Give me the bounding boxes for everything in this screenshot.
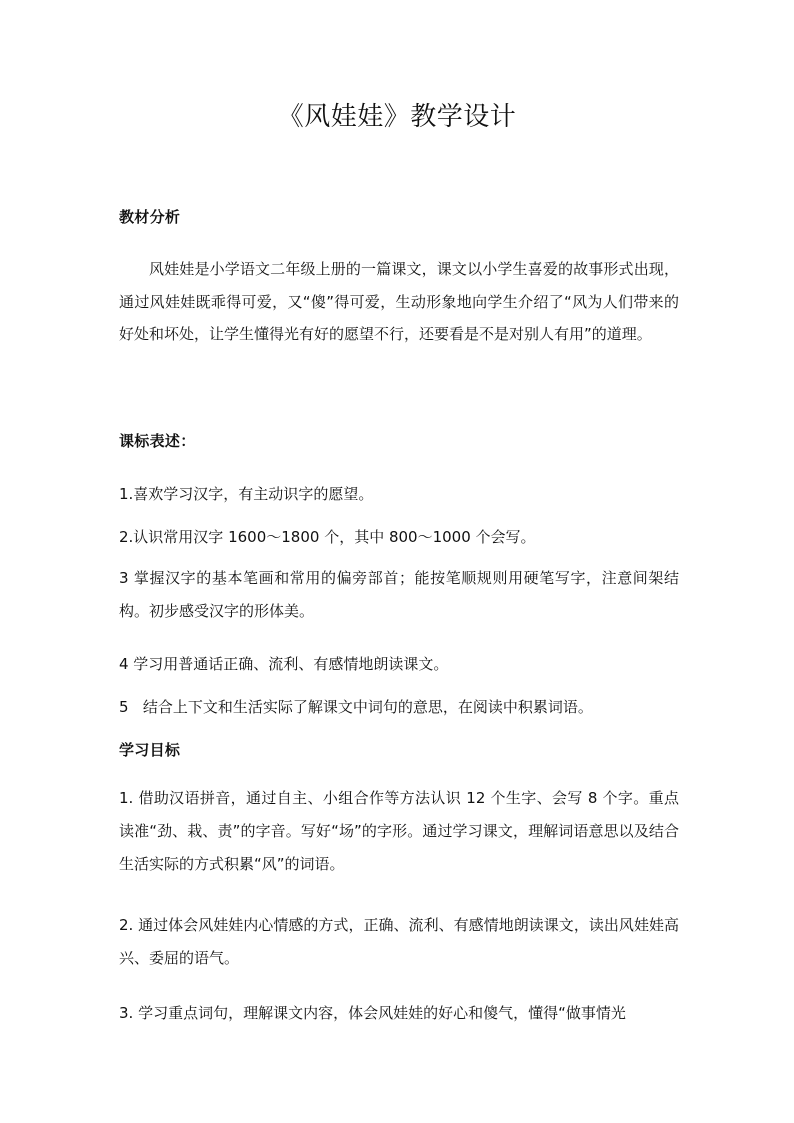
section-heading-learning-objectives: 学习目标 [119, 741, 181, 759]
standard-item-5: 5 结合上下文和生活实际了解课文中词句的意思，在阅读中积累词语。 [119, 698, 593, 716]
standard-item-1: 1.喜欢学习汉字，有主动识字的愿望。 [119, 485, 374, 503]
section-heading-material-analysis: 教材分析 [119, 208, 181, 226]
standard-item-4: 4 学习用普通话正确、流利、有感情地朗读课文。 [119, 655, 449, 673]
section-heading-curriculum-standards: 课标表述： [119, 432, 196, 450]
objective-item-3: 3. 学习重点词句，理解课文内容，体会风娃娃的好心和傻气，懂得“做事情光 [119, 1004, 626, 1022]
objective-item-1: 1. 借助汉语拼音，通过自主、小组合作等方法认识 12 个生字、会写 8 个字。重点读准“劲、栽、责”的字音。写好“场”的字形。通过学习课文，理解词语意思以及结合生活实际的方式积累“风”的词语。 [119, 789, 679, 873]
standard-item-2: 2.认识常用汉字 1600～1800 个，其中 800～1000 个会写。 [119, 528, 536, 546]
document-title: 《风娃娃》教学设计 [277, 102, 517, 132]
objective-item-2: 2. 通过体会风娃娃内心情感的方式，正确、流利、有感情地朗读课文，读出风娃娃高兴、委屈的语气。 [119, 916, 679, 967]
material-analysis-paragraph: 风娃娃是小学语文二年级上册的一篇课文，课文以小学生喜爱的故事形式出现，通过风娃娃既乖得可爱，又“傻”得可爱，生动形象地向学生介绍了“风为人们带来的好处和坏处，让学生懂得光有好的愿望不行，还要看是不是对别人有用”的道理。 [119, 260, 679, 343]
standard-item-3: 3 掌握汉字的基本笔画和常用的偏旁部首；能按笔顺规则用硬笔写字，注意间架结构。初步感受汉字的形体美。 [119, 569, 679, 620]
